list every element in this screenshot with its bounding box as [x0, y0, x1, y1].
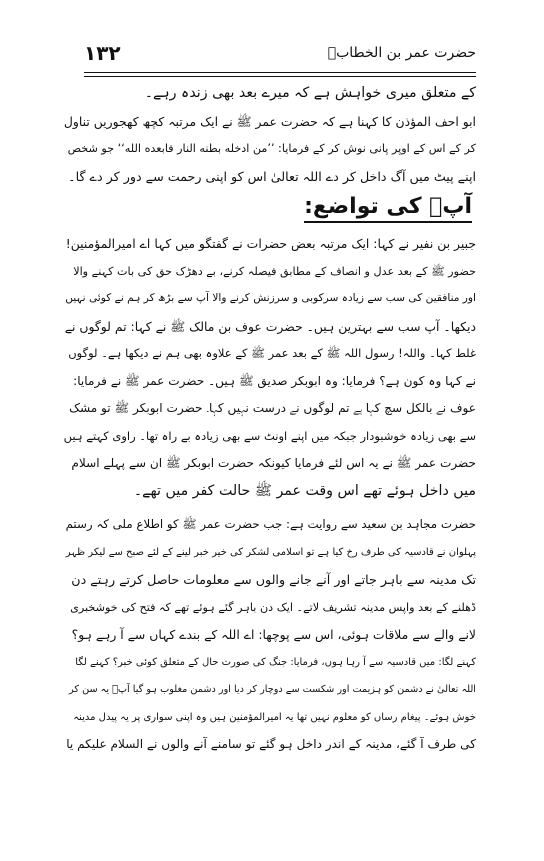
text-line: میں داخل ہوئے تھے اس وقت عمر ﷺ حالت کفر میں تھے۔ — [133, 482, 476, 499]
text-line: لانے والے سے ملاقات ہوئی، اس سے پوچھا: اے اللہ کے بندے کہاں سے آ رہے ہو؟ — [71, 627, 476, 642]
text-line: ڈھلنے کے بعد واپس مدینہ تشریف لاتے۔ ایک دن باہر گئے ہوئے تھے کہ فتح کی خوشخبری — [70, 600, 476, 614]
running-title: حضرت عمر بن الخطابؓ — [327, 45, 476, 61]
text-line: تک مدینہ سے باہر جاتے اور آنے جانے والوں سے معلومات حاصل کرتے رہتے دن — [71, 572, 476, 587]
text-line: خوش ہوئے۔ پیغام رساں کو معلوم نہیں تھا یہ امیرالمؤمنین ہیں وہ اپنی سواری پر یہ پیدل مدینہ — [73, 711, 476, 723]
text-line: کی طرف آ گئے، مدینہ کے اندر داخل ہو گئے تو سامنے آنے والوں نے السلام علیکم یا — [66, 737, 476, 751]
text-line: ابو احف المؤذن کا کہنا ہے کہ حضرت عمر ﷺ نے ایک مرتبہ کچھ کھجوریں تناول — [64, 113, 476, 129]
page-header — [84, 36, 476, 70]
text-line: نے کہا وہ کون ہے؟ فرمایا: وہ ابوبکر صدیق ﷺ ہیں۔ حضرت عمر ﷺ نے فرمایا: — [73, 373, 476, 388]
paragraph-2 — [64, 230, 476, 505]
text-line: اللہ تعالیٰ نے دشمن کو ہزیمت اور شکست سے دوچار کر دیا اور دشمن مغلوب ہو گیا آپؓ یہ سن کر — [69, 684, 476, 695]
text-line: حضور ﷺ کے بعد عدل و انصاف کے مطابق فیصلہ کرنے، بے دھڑک حق کی بات کہنے والا — [73, 264, 476, 278]
page-body — [64, 80, 476, 759]
header-rule-thin — [84, 76, 476, 77]
text-line: کہنے لگا: میں قادسیہ سے آ رہا ہوں، فرمایا: جنگ کی صورت حال کے متعلق کوئی خبر؟ کہنے لگا — [75, 656, 476, 668]
header-rule — [84, 72, 476, 73]
text-line: غلط کہا۔ واللہ! رسول اللہ ﷺ کے بعد عمر ﷺ کے علاوہ بھی ہم نے دیکھا ہے۔ لوگوں — [68, 346, 476, 360]
text-line: حضرت مجاہد بن سعید سے روایت ہے: جب حضرت عمر ﷺ کو اطلاع ملی کہ رستم — [65, 517, 476, 531]
text-line: کے متعلق میری خواہش ہے کہ میرے بعد بھی زندہ رہے۔ — [144, 85, 476, 101]
text-line: جبیر بن نفیر نے کہا: ایک مرتبہ بعض حضرات نے گفتگو میں کہا اے امیرالمؤمنین! — [65, 236, 476, 251]
text-line: عوف نے بالکل سچ کہا ہے تم لوگوں نے درست نہیں کہا۔ حضرت ابوبکر ﷺ تو مشک — [69, 401, 476, 415]
text-line: اپنے پیٹ میں آگ داخل کر دے اللہ تعالیٰ اس کو اپنی رحمت سے دور کر دے گا۔ — [68, 168, 476, 184]
paragraph-3 — [64, 511, 476, 759]
section-heading — [64, 190, 476, 224]
text-line: سے بھی زیادہ خوشبودار جبکہ میں اپنے اونٹ سے بھی زیادہ بے راہ تھا۔ راوی کہتے ہیں — [64, 428, 476, 443]
text-line: اور منافقین کی سب سے زیادہ سرکوبی و سرزنش کرنے والا آپ سے بڑھ کر ہم نے کوئی نہیں — [65, 292, 476, 304]
text-line: پہلوان نے قادسیہ کی طرف رخ کیا ہے تو اسلامی لشکر کی خیر خبر لینے کے لئے صبح سے لیکر ظہر — [65, 546, 476, 558]
text-line: کر کے اس کے اوپر پانی نوش کر کے فرمایا: ’’من ادخله بطنه النار فابعده الله‘‘ جو شخص — [67, 142, 476, 155]
text-line: دیکھا۔ آپ سب سے بہترین ہیں۔ حضرت عوف بن مالک ﷺ نے کہا: تم لوگوں نے — [64, 318, 476, 334]
text-line: حضرت عمر ﷺ نے یہ اس لئے فرمایا کیونکہ حضرت ابوبکر ﷺ ان سے پہلے اسلام — [71, 456, 476, 470]
section-heading-text: آپؓ کی تواضع: — [304, 194, 472, 223]
page-number: ۱۳۲ — [84, 41, 121, 65]
paragraph-1 — [64, 80, 476, 190]
